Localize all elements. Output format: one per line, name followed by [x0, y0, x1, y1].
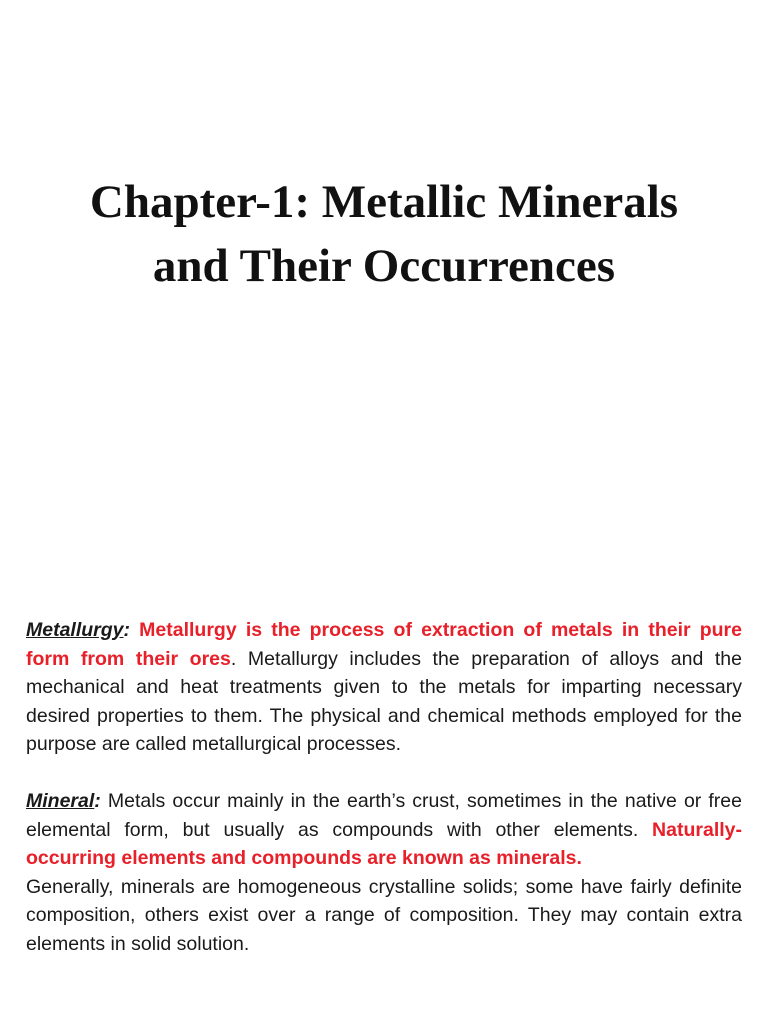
mineral-definition-end: .	[576, 847, 582, 870]
metallurgy-paragraph	[26, 616, 742, 759]
chapter-title-line-1: Chapter-1: Metallic Minerals	[89, 176, 679, 228]
chapter-title-line-2: and Their Occurrences	[152, 240, 616, 292]
mineral-followup-paragraph: Generally, minerals are homogeneous crystalline solids; some have fairly definite composition, others exist over a range of composition. They may contain extra elements in solid solution.	[26, 875, 742, 955]
mineral-term-separator: :	[94, 789, 101, 812]
metallurgy-term-separator: :	[123, 619, 131, 641]
mineral-definition: Naturally-occurring elements and compounds are known as minerals	[26, 818, 742, 870]
content-section	[26, 616, 742, 959]
metallurgy-description: . Metallurgy includes the preparation of alloys and the mechanical and heat treatments given to the metals for imparting necessary desired properties to them. The physical and chemical methods employed for the purpose are called metallurgical processes.	[26, 647, 742, 756]
mineral-paragraph	[26, 787, 742, 873]
chapter-title	[0, 170, 768, 298]
metallurgy-definition: Metallurgy is the process of extraction of metals in their pure form from their ores	[26, 619, 742, 670]
mineral-intro: Metals occur mainly in the earth’s crust, sometimes in the native or free elemental form, but usually as compounds with other elements.	[26, 789, 742, 841]
mineral-term: Mineral	[26, 789, 95, 812]
metallurgy-term: Metallurgy	[26, 619, 124, 641]
